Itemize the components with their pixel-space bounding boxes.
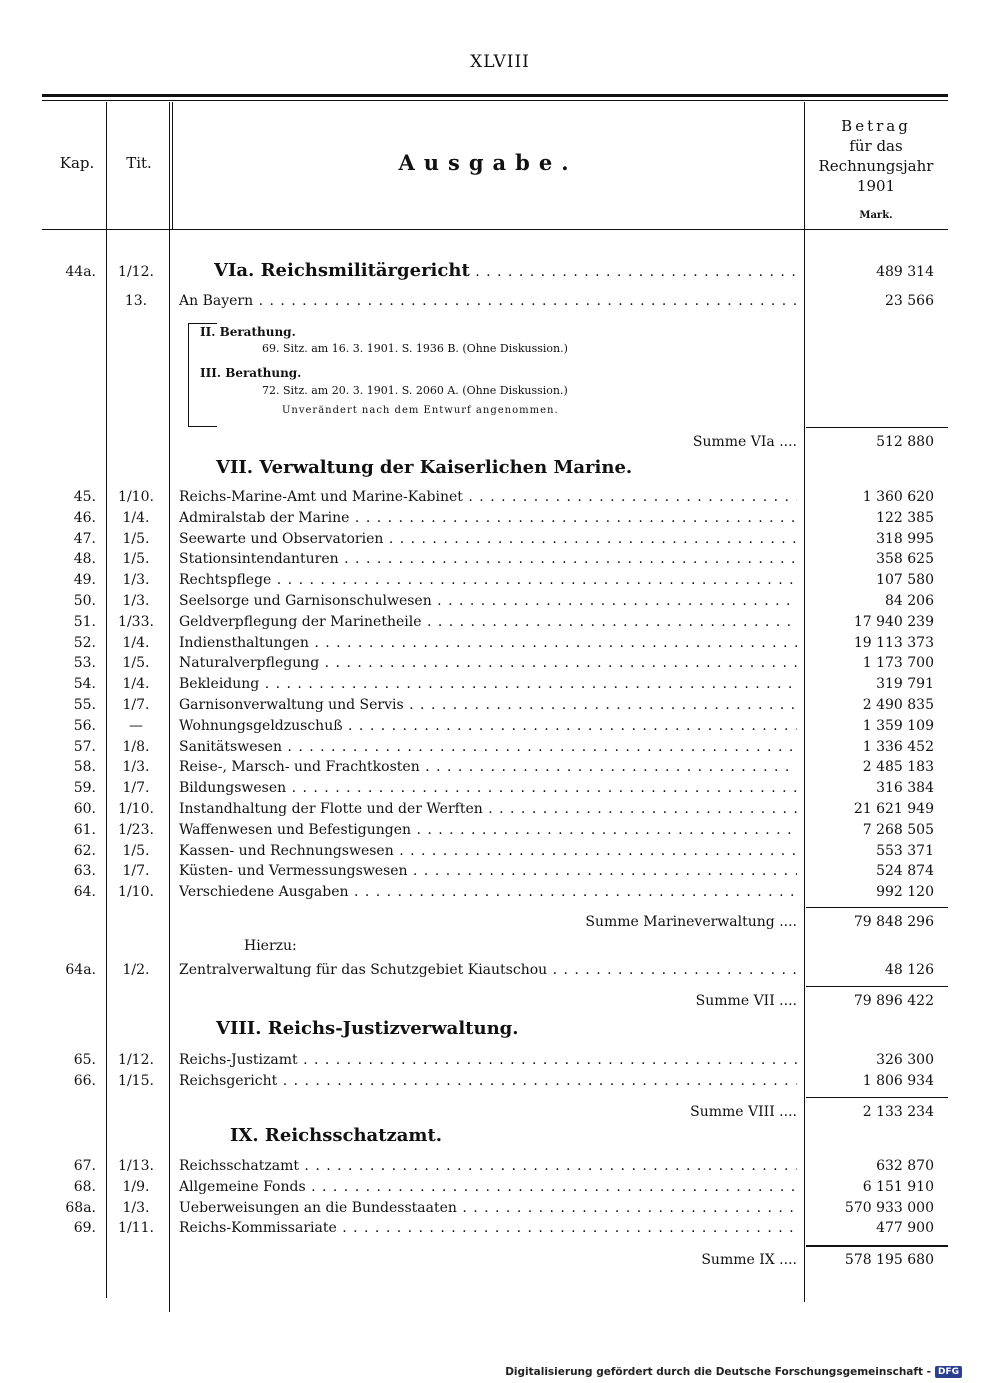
- table-row: [0, 1177, 1000, 1198]
- label-cell: Reise-, Marsch- und Frachtkosten . . .: [179, 757, 797, 778]
- kap-cell: 51.: [73, 613, 96, 630]
- kap-cell: 68a.: [65, 1199, 96, 1216]
- tit-cell: 1/3.: [122, 1199, 150, 1216]
- sum-row: [0, 1102, 1000, 1123]
- label-cell: Rechtspflege . . .: [179, 570, 797, 591]
- sum-label: Summe VIII ....: [690, 1104, 797, 1120]
- header-betrag: [806, 116, 946, 196]
- tit-cell: 1/11.: [118, 1220, 154, 1237]
- tit-cell: 1/10.: [118, 801, 154, 817]
- table-row: [0, 674, 1000, 695]
- footer: [505, 1366, 962, 1378]
- kap-cell: 67.: [73, 1158, 96, 1174]
- table-row: [0, 737, 1000, 758]
- kap-cell: 68.: [73, 1178, 96, 1195]
- betrag-line: Betrag: [841, 117, 911, 135]
- kap-cell: 45.: [73, 489, 96, 505]
- header-kap: Kap.: [59, 154, 95, 172]
- table-row: [0, 487, 1000, 508]
- debate-3-text: 72. Sitz. am 20. 3. 1901. S. 2060 A. (Ohne Diskussion.): [262, 384, 568, 397]
- amount-cell: 1 336 452: [862, 738, 934, 755]
- tit-cell: 1/23.: [118, 821, 154, 838]
- table-row: [0, 716, 1000, 737]
- kap-cell: 63.: [73, 863, 96, 880]
- sum-row: [0, 912, 1000, 933]
- label-cell: Allgemeine Fonds . . .: [179, 1177, 797, 1198]
- amount-cell: 570 933 000: [844, 1199, 934, 1216]
- sum-rule: [806, 986, 948, 987]
- amount-cell: 107 580: [876, 572, 934, 589]
- table-row: [0, 882, 1000, 903]
- debate-2-title: II. Berathung.: [200, 325, 296, 339]
- tit-cell: —: [129, 717, 143, 734]
- amount-cell: 2 485 183: [862, 759, 934, 776]
- label-cell: Sanitätswesen . . .: [179, 737, 797, 758]
- kap-cell: 61.: [73, 821, 96, 838]
- sum-amount: 2 133 234: [862, 1104, 934, 1120]
- tit-cell: 1/7.: [122, 697, 150, 713]
- kap-cell: 46.: [73, 509, 96, 526]
- kap-cell: 58.: [73, 759, 96, 776]
- tit-cell: 1/3.: [122, 572, 150, 589]
- tit-cell: 1/3.: [122, 759, 150, 776]
- label-cell: Verschiedene Ausgaben . . .: [179, 882, 797, 903]
- amount-cell: 477 900: [876, 1220, 934, 1237]
- sum-amount: 512 880: [876, 434, 934, 450]
- tit-cell: 1/33.: [118, 613, 154, 630]
- label-cell: Reichsgericht . . .: [179, 1071, 797, 1092]
- tit-cell: 1/10.: [118, 489, 154, 505]
- amount-cell: 326 300: [876, 1052, 934, 1068]
- tit-cell: 1/13.: [118, 1158, 154, 1174]
- kap-cell: 44a.: [65, 264, 96, 280]
- label-cell: Instandhaltung der Flotte und der Werften . . .: [179, 799, 797, 820]
- sum-row: [0, 432, 1000, 453]
- tit-cell: 1/7.: [122, 780, 150, 797]
- sum-label: Summe VII ....: [695, 993, 797, 1009]
- sum-rule: [806, 427, 948, 428]
- amount-cell: 84 206: [885, 593, 934, 609]
- kap-cell: 49.: [73, 572, 96, 589]
- label-cell: Naturalverpflegung . . .: [179, 653, 797, 674]
- kap-cell: 64.: [73, 884, 96, 901]
- betrag-line: Rechnungsjahr: [818, 157, 934, 175]
- top-rule-thin: [42, 100, 948, 101]
- label-cell: Indiensthaltungen . . .: [179, 633, 797, 654]
- label-cell: Garnisonverwaltung und Servis . . .: [179, 695, 797, 716]
- tit-cell: 1/7.: [122, 863, 150, 880]
- label-cell: Kassen- und Rechnungswesen . . .: [179, 841, 797, 862]
- table-row: [0, 1071, 1000, 1092]
- sum-row: [0, 991, 1000, 1012]
- label-cell: Bildungswesen . . .: [179, 778, 797, 799]
- debate-3-title: III. Berathung.: [200, 366, 302, 380]
- amount-cell: 1 173 700: [862, 655, 934, 672]
- sum-amount: 79 848 296: [853, 914, 934, 930]
- kap-cell: 66.: [73, 1073, 96, 1089]
- section-title: VIII. Reichs-Justizverwaltung.: [216, 1018, 519, 1039]
- label-cell: Reichs-Marine-Amt und Marine-Kabinet . . .: [179, 487, 797, 508]
- page-number: XLVIII: [470, 52, 530, 72]
- sum-rule: [806, 1097, 948, 1098]
- amount-cell: 1 806 934: [862, 1073, 934, 1089]
- table-row: [0, 841, 1000, 862]
- amount-cell: 2 490 835: [862, 697, 934, 713]
- tit-cell: 1/5.: [122, 655, 150, 672]
- table-row: [0, 291, 1000, 312]
- table-row: [0, 508, 1000, 529]
- tit-cell: 13.: [124, 293, 148, 309]
- debate-2-text: 69. Sitz. am 16. 3. 1901. S. 1936 B. (Ohne Diskussion.): [262, 342, 568, 355]
- label-cell: Reichs-Justizamt . . .: [179, 1050, 797, 1071]
- footer-text: Digitalisierung gefördert durch die Deutsche Forschungsgemeinschaft -: [505, 1366, 931, 1378]
- label-cell: Bekleidung . . .: [179, 674, 797, 695]
- sum-rule: [806, 907, 948, 908]
- section-title: IX. Reichsschatzamt.: [230, 1125, 443, 1146]
- betrag-line: für das: [849, 137, 903, 155]
- section-6a-row: [0, 262, 1000, 283]
- kap-cell: 57.: [73, 738, 96, 755]
- sum-label: Summe VIa ....: [692, 434, 797, 450]
- label-cell: Seelsorge und Garnisonschulwesen . . .: [179, 591, 797, 612]
- debate-3-note: Unverändert nach dem Entwurf angenommen.: [282, 405, 559, 416]
- table-row: [0, 591, 1000, 612]
- kap-cell: 69.: [73, 1220, 96, 1237]
- header-tit: Tit.: [126, 154, 152, 172]
- table-row: [0, 757, 1000, 778]
- kap-cell: 55.: [73, 697, 96, 713]
- sum-row: [0, 1250, 1000, 1271]
- label-cell: Zentralverwaltung für das Schutzgebiet Kiautschou . . .: [179, 960, 797, 981]
- sum-rule: [806, 1245, 948, 1247]
- tit-cell: 1/5.: [122, 842, 150, 859]
- kap-cell: 54.: [73, 676, 96, 693]
- sum-label: Summe IX ....: [701, 1252, 797, 1268]
- amount-cell: 1 360 620: [862, 489, 934, 505]
- sum-amount: 578 195 680: [844, 1252, 934, 1268]
- kap-cell: 56.: [73, 717, 96, 734]
- label-cell: Ueberweisungen an die Bundesstaaten . . .: [179, 1198, 797, 1219]
- section-title: VII. Verwaltung der Kaiserlichen Marine.: [216, 457, 633, 478]
- amount-cell: 7 268 505: [862, 821, 934, 838]
- amount-cell: 48 126: [885, 962, 934, 978]
- table-row: [0, 1156, 1000, 1177]
- betrag-line: 1901: [856, 177, 896, 195]
- amount-cell: 17 940 239: [853, 613, 934, 630]
- tit-cell: 1/5.: [122, 530, 150, 547]
- table-row: [0, 633, 1000, 654]
- header-rule: [42, 229, 948, 230]
- label-cell: Wohnungsgeldzuschuß . . .: [179, 716, 797, 737]
- sum-label: Summe Marineverwaltung ....: [585, 914, 797, 930]
- table-row: [0, 778, 1000, 799]
- table-row: [0, 960, 1000, 981]
- table-row: [0, 612, 1000, 633]
- label-cell: Reichs-Kommissariate . . .: [179, 1218, 797, 1239]
- tit-cell: 1/10.: [118, 884, 154, 901]
- kap-cell: 60.: [73, 801, 96, 817]
- kap-cell: 50.: [73, 593, 96, 609]
- kap-cell: 47.: [73, 530, 96, 547]
- amount-cell: 524 874: [876, 863, 934, 880]
- table-row: [0, 820, 1000, 841]
- table-row: [0, 570, 1000, 591]
- table-row: [0, 1050, 1000, 1071]
- amount-cell: 358 625: [876, 551, 934, 568]
- table-row: [0, 529, 1000, 550]
- header-unit: Mark.: [859, 210, 893, 221]
- label-cell: Reichsschatzamt . . .: [179, 1156, 797, 1177]
- amount-cell: 21 621 949: [853, 801, 934, 817]
- amount-cell: 122 385: [876, 509, 934, 526]
- amount-cell: 6 151 910: [862, 1178, 934, 1195]
- kap-cell: 52.: [73, 634, 96, 651]
- kap-cell: 48.: [73, 551, 96, 568]
- amount-cell: 632 870: [876, 1158, 934, 1174]
- amount-cell: 1 359 109: [862, 717, 934, 734]
- amount-cell: 319 791: [876, 676, 934, 693]
- amount-cell: 316 384: [876, 780, 934, 797]
- table-row: [0, 695, 1000, 716]
- label-cell: Seewarte und Observatorien . . .: [179, 529, 797, 550]
- label-cell: An Bayern . . .: [179, 291, 797, 312]
- label-cell: Geldverpflegung der Marinetheile . . .: [179, 612, 797, 633]
- amount-cell: 318 995: [876, 530, 934, 547]
- amount-cell: 553 371: [876, 842, 934, 859]
- hierzu-label: Hierzu:: [244, 938, 297, 954]
- table-row: [0, 1218, 1000, 1239]
- tit-cell: 1/4.: [122, 509, 150, 526]
- tit-cell: 1/4.: [122, 634, 150, 651]
- table-row: [0, 653, 1000, 674]
- label-cell: Küsten- und Vermessungswesen . . .: [179, 861, 797, 882]
- header-title: Ausgabe.: [398, 150, 578, 175]
- tit-cell: 1/2.: [122, 962, 150, 978]
- table-row: [0, 861, 1000, 882]
- label-cell: Admiralstab der Marine . . .: [179, 508, 797, 529]
- tit-cell: 1/15.: [118, 1073, 154, 1089]
- kap-cell: 65.: [73, 1052, 96, 1068]
- amount-cell: 489 314: [876, 264, 934, 280]
- dfg-logo: DFG: [935, 1366, 962, 1378]
- kap-cell: 64a.: [65, 962, 96, 978]
- table-row: [0, 799, 1000, 820]
- table-row: [0, 549, 1000, 570]
- amount-cell: 992 120: [876, 884, 934, 901]
- hierzu-row: [0, 936, 1000, 957]
- label-cell: Waffenwesen und Befestigungen . . .: [179, 820, 797, 841]
- amount-cell: 19 113 373: [853, 634, 934, 651]
- label-cell: Stationsintendanturen . . .: [179, 549, 797, 570]
- tit-cell: 1/5.: [122, 551, 150, 568]
- tit-cell: 1/4.: [122, 676, 150, 693]
- table-row: [0, 1198, 1000, 1219]
- kap-cell: 53.: [73, 655, 96, 672]
- tit-cell: 1/3.: [122, 593, 150, 609]
- sum-amount: 79 896 422: [853, 993, 934, 1009]
- kap-cell: 62.: [73, 842, 96, 859]
- tit-cell: 1/12.: [118, 264, 154, 280]
- tit-cell: 1/9.: [122, 1178, 150, 1195]
- tit-cell: 1/8.: [122, 738, 150, 755]
- tit-cell: 1/12.: [118, 1052, 154, 1068]
- section-title: VIa. Reichsmilitärgericht . . .: [214, 259, 797, 284]
- amount-cell: 23 566: [885, 293, 934, 309]
- kap-cell: 59.: [73, 780, 96, 797]
- top-rule: [42, 94, 948, 97]
